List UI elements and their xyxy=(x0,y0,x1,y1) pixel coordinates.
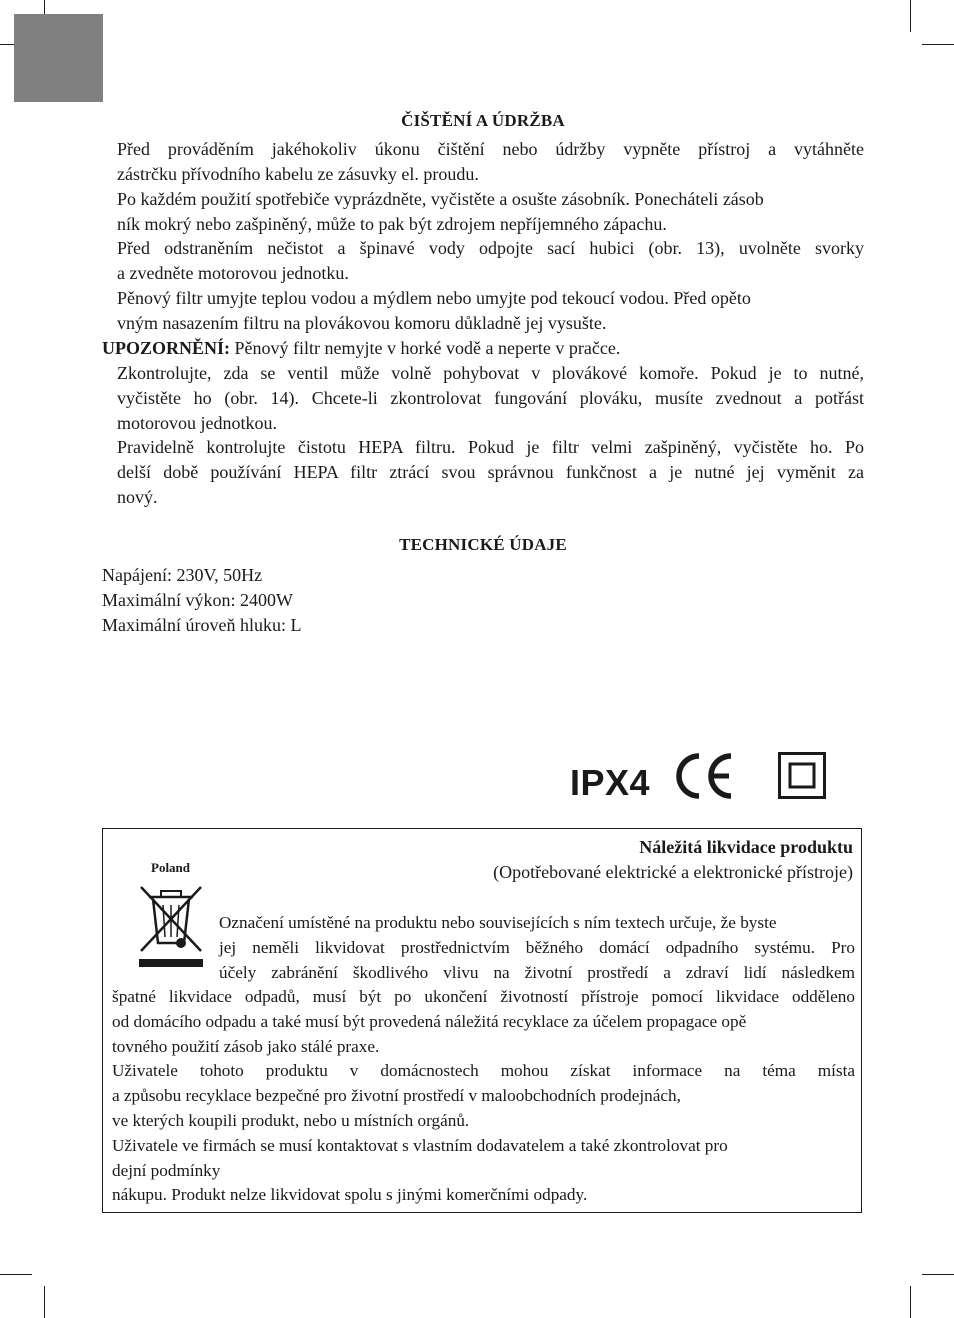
text-line: Před odstraněním nečistot a špinavé vody odpojte sací hubici (obr. 13), uvolněte svorky xyxy=(117,238,864,258)
disposal-subtitle: (Opotřebované elektrické a elektronické přístroje) xyxy=(493,862,853,882)
text-line: a způsobu recyklace bezpečné pro životní prostředí v maloobchodních prodejnách, xyxy=(112,1086,681,1106)
text-line: Zkontrolujte, zda se ventil může volně pohybovat v plovákové komoře. Pokud je to nutné, xyxy=(117,363,864,383)
ipx-rating: IPX4 xyxy=(570,762,651,803)
text-line: Po každém použití spotřebiče vyprázdněte, vyčistěte a osušte zásobník. Ponecháteli zásob xyxy=(117,189,764,209)
warning-note xyxy=(102,336,864,361)
text-line: Pěnový filtr umyjte teplou vodou a mýdlem nebo umyjte pod tekoucí vodou. Před opěto xyxy=(117,288,751,308)
paragraph xyxy=(117,361,864,435)
country-label: Poland xyxy=(151,860,191,875)
text-line: vným nasazením filtru na plovákovou komoru důkladně jej vysušte. xyxy=(117,312,607,333)
paragraph xyxy=(117,236,864,286)
disposal-info-box xyxy=(102,828,862,1213)
spec-power-supply: Napájení: 230V, 50Hz xyxy=(102,565,263,585)
text-line: jej neměli likvidovat prostřednictvím běžného domácí odpadního systému. Pro xyxy=(219,937,855,957)
crop-mark xyxy=(44,1286,45,1318)
text-line: zástrčku přívodního kabelu ze zásuvky el. proudu. xyxy=(117,163,479,184)
warning-text: Pěnový filtr nemyjte v horké vodě a neperte v pračce. xyxy=(230,338,621,358)
double-insulation-icon xyxy=(778,752,828,800)
section-title-technical: TECHNICKÉ ÚDAJE xyxy=(399,535,567,554)
crop-mark xyxy=(0,1274,32,1275)
spec-max-power: Maximální výkon: 2400W xyxy=(102,590,293,610)
paragraph xyxy=(117,286,864,336)
text-line: od domácího odpadu a také musí být provedená náležitá recyklace za účelem propagace opě xyxy=(112,1011,747,1031)
crop-mark xyxy=(922,1274,954,1275)
disposal-text-side xyxy=(219,911,855,985)
spec-noise-level: Maximální úroveň hluku: L xyxy=(102,615,302,635)
text-line: delší době používání HEPA filtr ztrácí svou správnou funkčnost a je nutné jej vyměnit za xyxy=(117,461,864,482)
page-tab-marker xyxy=(14,14,103,102)
crossed-bin-icon xyxy=(135,881,207,969)
text-line: motorovou jednotkou. xyxy=(117,412,277,433)
crop-mark xyxy=(910,0,911,32)
text-line: špatné likvidace odpadů, musí být po ukončení životností přístroje pomocí likvidace odděleno xyxy=(112,987,855,1006)
disposal-title: Náležitá likvidace produktu xyxy=(639,837,853,857)
text-line: tovného použití zásob jako stálé praxe. xyxy=(112,1036,380,1056)
text-line: nový. xyxy=(117,486,158,507)
text-line: a zvedněte motorovou jednotku. xyxy=(117,262,349,283)
paragraph xyxy=(117,435,864,509)
text-line: Označení umístěné na produktu nebo souvisejících s ním textech určuje, že byste xyxy=(219,913,777,932)
crop-mark xyxy=(910,1286,911,1318)
text-line: Uživatele tohoto produktu v domácnostech mohou získat informace na téma místa xyxy=(112,1061,855,1081)
text-line: Pravidelně kontrolujte čistotu HEPA filtru. Pokud je filtr velmi zašpiněný, vyčistěte ho. Po xyxy=(117,437,864,457)
paragraph xyxy=(117,137,864,187)
text-line: dejní podmínky xyxy=(112,1160,221,1180)
paragraph xyxy=(117,187,864,237)
text-line: nákupu. Produkt nelze likvidovat spolu s jinými komerčními odpady. xyxy=(112,1185,588,1205)
crop-mark xyxy=(922,44,954,45)
disposal-text-full xyxy=(112,985,855,1208)
text-line: Uživatele ve firmách se musí kontaktovat s vlastním dodavatelem a také zkontrolovat pro xyxy=(112,1135,728,1155)
text-line: ve kterých koupili produkt, nebo u místních orgánů. xyxy=(112,1110,470,1130)
section-title-cleaning: ČIŠTĚNÍ A ÚDRŽBA xyxy=(401,111,565,130)
text-line: Před prováděním jakéhokoliv úkonu čištění nebo údržby vypněte přístroj a vytáhněte xyxy=(117,139,864,159)
ce-mark-icon xyxy=(672,752,736,800)
text-line: vyčistěte ho (obr. 14). Chcete-li zkontrolovat fungování plováku, musíte zvednout a potřást xyxy=(117,387,864,408)
text-line: účely zabránění škodlivého vlivu na životní prostředí a zdraví lidí následkem xyxy=(219,962,855,982)
text-line: ník mokrý nebo zašpiněný, může to pak být zdrojem nepříjemného zápachu. xyxy=(117,213,667,234)
warning-label: UPOZORNĚNÍ: xyxy=(102,338,231,358)
